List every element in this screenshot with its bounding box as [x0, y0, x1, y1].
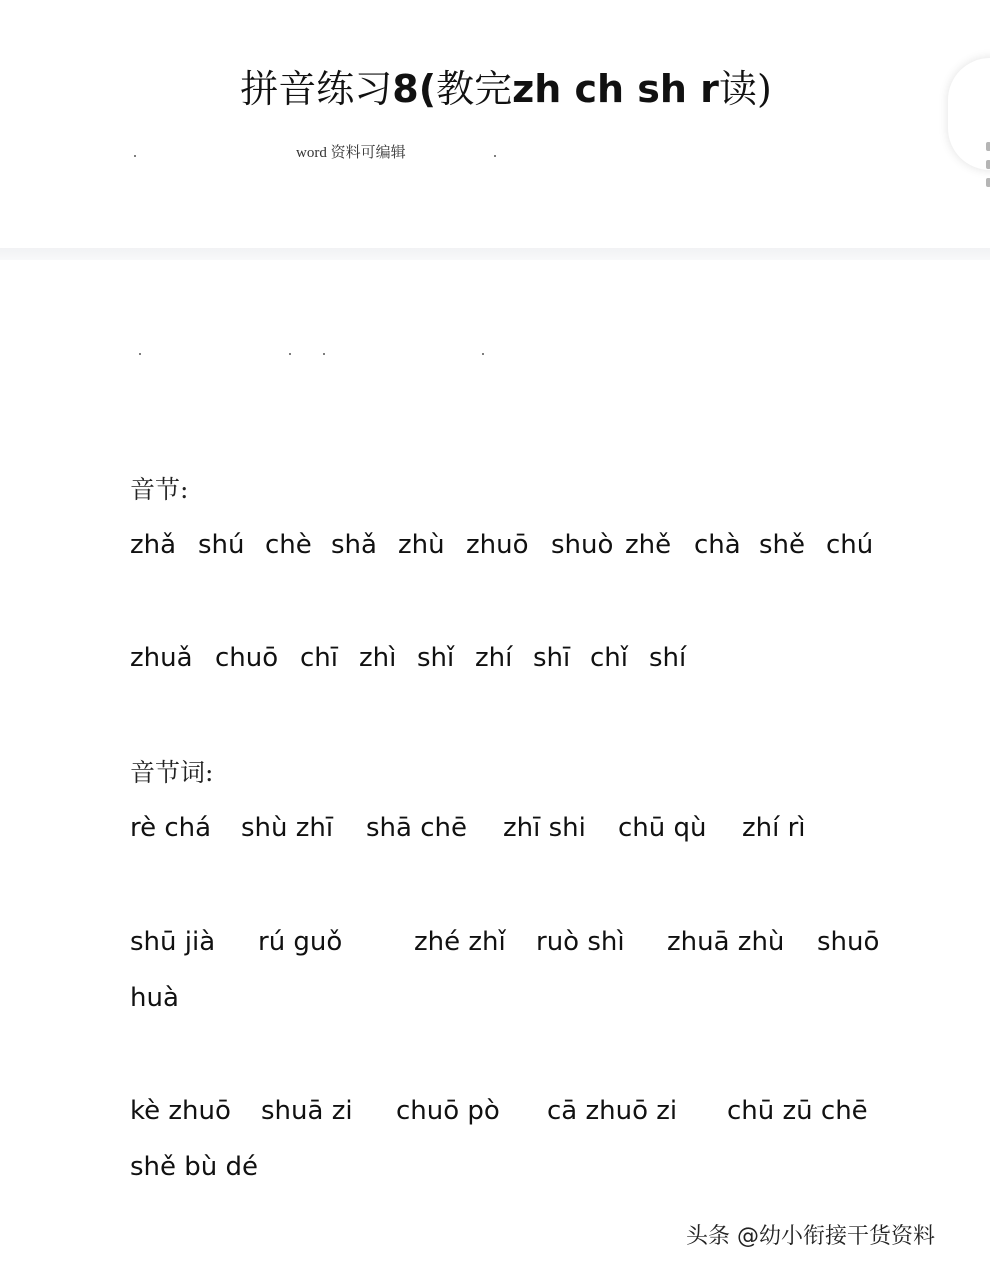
page-separator — [0, 248, 990, 260]
syllable: chè — [265, 530, 312, 560]
stray-dot — [323, 353, 325, 355]
title-number: 8( — [392, 67, 437, 111]
syllable-word: chū qù — [618, 813, 707, 843]
section-label-syllables: 音节: — [130, 475, 189, 504]
document-subtitle: word 资料可编辑 — [296, 145, 406, 161]
syllable: shǎ — [331, 530, 377, 560]
menu-dot-icon — [986, 178, 990, 187]
syllable-word: zhuā zhù — [667, 927, 785, 957]
syllable-word: rè chá — [130, 813, 212, 843]
syllable: zhě — [625, 530, 672, 560]
syllable-word: zhī shi — [503, 813, 586, 843]
syllable: zhuō — [466, 530, 529, 560]
syllable: chú — [826, 530, 874, 560]
document-page-top — [0, 0, 990, 248]
title-suffix: 读) — [718, 67, 772, 111]
stray-dot — [139, 353, 141, 355]
stray-dot — [482, 353, 484, 355]
syllable-word: zhé zhǐ — [414, 927, 506, 957]
syllable-word: shū jià — [130, 927, 216, 957]
syllable: zhí — [475, 643, 513, 673]
syllable-word: cā zhuō zi — [547, 1096, 678, 1126]
syllable-word: chū zū chē — [727, 1096, 868, 1126]
syllable: chī — [300, 643, 338, 673]
stray-dot — [494, 155, 496, 157]
syllable: shě — [759, 530, 806, 560]
section-label-words: 音节词: — [130, 758, 214, 787]
document-title — [0, 58, 990, 113]
syllable-word: huà — [130, 983, 179, 1013]
syllable: zhuǎ — [130, 643, 193, 673]
syllable-word: kè zhuō — [130, 1096, 231, 1126]
syllable: zhǎ — [130, 530, 177, 560]
syllable: shú — [198, 530, 245, 560]
watermark: 头条 @幼小衔接干货资料 — [686, 1224, 935, 1249]
stray-dot — [289, 353, 291, 355]
syllable-word: shuā zi — [261, 1096, 353, 1126]
syllable-word: chuō pò — [396, 1096, 500, 1126]
syllable-word: rú guǒ — [258, 927, 343, 957]
syllable: shuò — [551, 530, 614, 560]
title-prefix: 拼音练习 — [240, 67, 393, 111]
syllable: shǐ — [417, 643, 455, 673]
syllable: zhù — [398, 530, 445, 560]
syllable: chǐ — [590, 643, 628, 673]
stray-dot — [134, 155, 136, 157]
syllable-word: shě bù dé — [130, 1152, 259, 1182]
syllable-word: zhí rì — [742, 813, 806, 843]
syllable: shī — [533, 643, 571, 673]
syllable-word: shuō — [817, 927, 880, 957]
syllable: chuō — [215, 643, 279, 673]
syllable-word: shā chē — [366, 813, 467, 843]
syllable-word: ruò shì — [536, 927, 625, 957]
menu-dot-icon — [986, 142, 990, 151]
title-letters: zh ch sh r — [512, 67, 719, 111]
title-middle: 教完 — [436, 67, 513, 111]
menu-dot-icon — [986, 160, 990, 169]
syllable: shí — [649, 643, 687, 673]
syllable: chà — [694, 530, 741, 560]
syllable: zhì — [359, 643, 397, 673]
syllable-word: shù zhī — [241, 813, 334, 843]
